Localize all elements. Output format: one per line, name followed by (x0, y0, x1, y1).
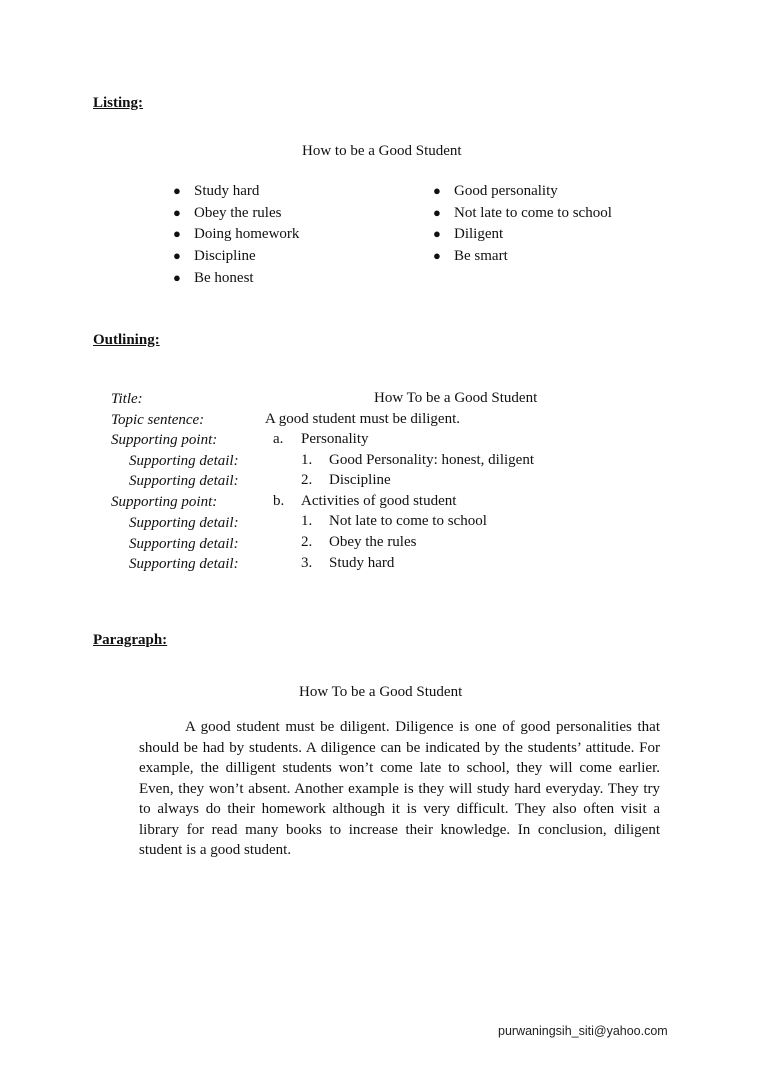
bullet-icon: ● (173, 183, 181, 198)
outline-title-value: How To be a Good Student (374, 390, 538, 406)
supporting-detail-value: Not late to come to school (329, 513, 487, 529)
bullet-icon: ● (173, 248, 181, 263)
bullet-icon: ● (173, 226, 181, 241)
supporting-detail-value: Study hard (329, 555, 395, 571)
supporting-detail-value: Discipline (329, 472, 391, 488)
supporting-detail-marker: 1. (301, 452, 313, 468)
bullet-icon: ● (433, 205, 441, 220)
supporting-detail-label: Supporting detail: (129, 453, 239, 469)
listing-title: How to be a Good Student (302, 143, 462, 159)
supporting-point-value: Activities of good student (301, 493, 457, 509)
supporting-point-marker: a. (273, 431, 284, 447)
bullet-icon: ● (173, 205, 181, 220)
footer-email: purwaningsih_siti@yahoo.com (498, 1024, 668, 1038)
supporting-detail-label: Supporting detail: (129, 473, 239, 489)
supporting-detail-marker: 2. (301, 472, 313, 488)
supporting-detail-label: Supporting detail: (129, 536, 239, 552)
supporting-point-marker: b. (273, 493, 285, 509)
supporting-point-value: Personality (301, 431, 369, 447)
paragraph-heading: Paragraph: (93, 632, 168, 648)
supporting-detail-marker: 1. (301, 513, 313, 529)
supporting-detail-value: Good Personality: honest, diligent (329, 452, 534, 468)
paragraph-title: How To be a Good Student (299, 684, 463, 700)
paragraph-body: A good student must be diligent. Diligence is one of good personalities that should be had by students. A diligence can be indicated by the students’ attitude. For example, the dilligent students won’t come late to school, they will come earlier. Even, they won’t absent. Another example is they will study hard everyday. They try to always do their homework although it is very difficult. They also often visit a library for read many books to increase their knowledge. In conclusion, diligent student is a good student. (139, 719, 660, 858)
supporting-detail-marker: 3. (301, 555, 313, 571)
supporting-point-label: Supporting point: (111, 432, 218, 448)
supporting-detail-label: Supporting detail: (129, 515, 239, 531)
outline-title-label: Title: (111, 391, 143, 407)
outlining-heading: Outlining: (93, 332, 160, 348)
bullet-icon: ● (173, 270, 181, 285)
supporting-detail-label: Supporting detail: (129, 556, 239, 572)
bullet-icon: ● (433, 226, 441, 241)
topic-sentence-value: A good student must be diligent. (265, 411, 460, 427)
listing-heading: Listing: (93, 95, 144, 111)
supporting-point-label: Supporting point: (111, 494, 218, 510)
bullet-icon: ● (433, 248, 441, 263)
bullet-icon: ● (433, 183, 441, 198)
supporting-detail-value: Obey the rules (329, 534, 417, 550)
supporting-detail-marker: 2. (301, 534, 313, 550)
topic-sentence-label: Topic sentence: (111, 412, 205, 428)
